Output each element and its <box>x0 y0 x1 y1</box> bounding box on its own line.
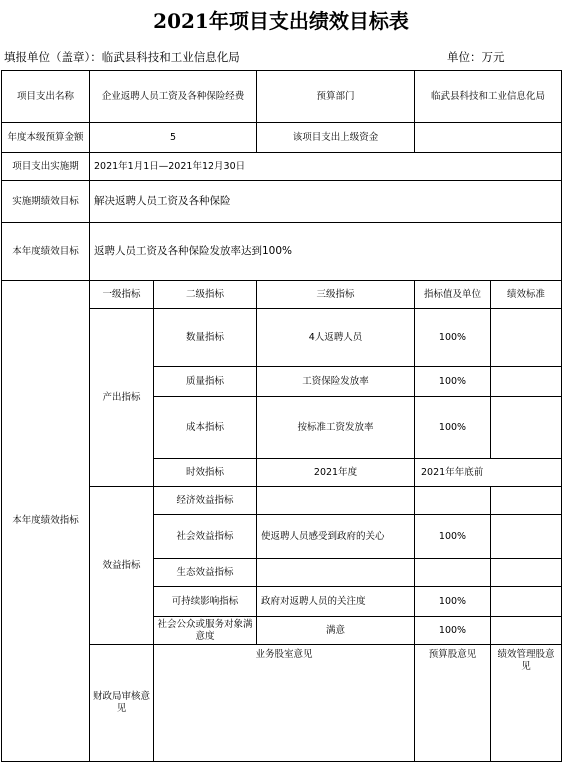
ecological-indicator-item <box>257 559 415 587</box>
social-indicator-label: 社会效益指标 <box>154 515 257 559</box>
superior-fund-label: 该项目支出上级资金 <box>257 123 415 153</box>
social-indicator-value: 100% <box>415 515 491 559</box>
indicators-section-label: 本年度绩效指标 <box>2 281 90 762</box>
header-value-unit: 指标值及单位 <box>415 281 491 309</box>
benefit-indicator-label: 效益指标 <box>90 487 154 645</box>
quality-indicator-label: 质量指标 <box>154 367 257 397</box>
sustainable-indicator-label: 可持续影响指标 <box>154 587 257 617</box>
period-goal-label: 实施期绩效目标 <box>2 181 90 223</box>
satisfaction-indicator-label: 社会公众或服务对象满意度 <box>154 617 257 645</box>
timeliness-indicator-label: 时效指标 <box>154 459 257 487</box>
quality-indicator-item: 工资保险发放率 <box>257 367 415 397</box>
period-goal-value: 解决返聘人员工资及各种保险 <box>90 181 562 223</box>
unit-row <box>0 44 562 68</box>
project-name-label: 项目支出名称 <box>2 71 90 123</box>
performance-table <box>1 70 562 762</box>
timeliness-indicator-item: 2021年度 <box>257 459 415 487</box>
cost-indicator-label: 成本指标 <box>154 397 257 459</box>
header-level3: 三级指标 <box>257 281 415 309</box>
budget-dept-value: 临武县科技和工业信息化局 <box>415 71 562 123</box>
output-indicator-label: 产出指标 <box>90 309 154 487</box>
year-goal-value: 返聘人员工资及各种保险发放率达到100% <box>90 223 562 281</box>
performance-office-opinion: 绩效管理股意见 <box>491 645 562 762</box>
budget-dept-label: 预算部门 <box>257 71 415 123</box>
quantity-indicator-label: 数量指标 <box>154 309 257 367</box>
economic-indicator-label: 经济效益指标 <box>154 487 257 515</box>
economic-indicator-standard <box>491 487 562 515</box>
project-name-value: 企业返聘人员工资及各种保险经费 <box>90 71 257 123</box>
social-indicator-standard <box>491 515 562 559</box>
timeliness-indicator-value: 2021年年底前 <box>415 459 562 487</box>
budget-office-opinion: 预算股意见 <box>415 645 491 762</box>
satisfaction-indicator-item: 满意 <box>257 617 415 645</box>
quality-indicator-standard <box>491 367 562 397</box>
satisfaction-indicator-value: 100% <box>415 617 491 645</box>
header-level2: 二级指标 <box>154 281 257 309</box>
page-title: 2021年项目支出绩效目标表 <box>153 9 409 33</box>
sustainable-indicator-item: 政府对返聘人员的关注度 <box>257 587 415 617</box>
review-label: 财政局审核意见 <box>90 645 154 762</box>
sustainable-indicator-value: 100% <box>415 587 491 617</box>
year-goal-label: 本年度绩效目标 <box>2 223 90 281</box>
quantity-indicator-item: 4人返聘人员 <box>257 309 415 367</box>
cost-indicator-value: 100% <box>415 397 491 459</box>
period-label: 项目支出实施期 <box>2 153 90 181</box>
quantity-indicator-standard <box>491 309 562 367</box>
period-value: 2021年1月1日—2021年12月30日 <box>90 153 562 181</box>
satisfaction-indicator-standard <box>491 617 562 645</box>
header-level1: 一级指标 <box>90 281 154 309</box>
header-standard: 绩效标准 <box>491 281 562 309</box>
social-indicator-item: 使返聘人员感受到政府的关心 <box>257 515 415 559</box>
sustainable-indicator-standard <box>491 587 562 617</box>
ecological-indicator-standard <box>491 559 562 587</box>
amount-value: 5 <box>90 123 257 153</box>
amount-label: 年度本级预算金额 <box>2 123 90 153</box>
cost-indicator-standard <box>491 397 562 459</box>
economic-indicator-item <box>257 487 415 515</box>
business-office-opinion: 业务股室意见 <box>154 645 415 762</box>
superior-fund-value <box>415 123 562 153</box>
ecological-indicator-value <box>415 559 491 587</box>
cost-indicator-item: 按标准工资发放率 <box>257 397 415 459</box>
quality-indicator-value: 100% <box>415 367 491 397</box>
ecological-indicator-label: 生态效益指标 <box>154 559 257 587</box>
fill-unit-label: 填报单位（盖章）：临武县科技和工业信息化局 <box>4 50 240 64</box>
economic-indicator-value <box>415 487 491 515</box>
quantity-indicator-value: 100% <box>415 309 491 367</box>
money-unit-label: 单位：万元 <box>447 50 505 64</box>
